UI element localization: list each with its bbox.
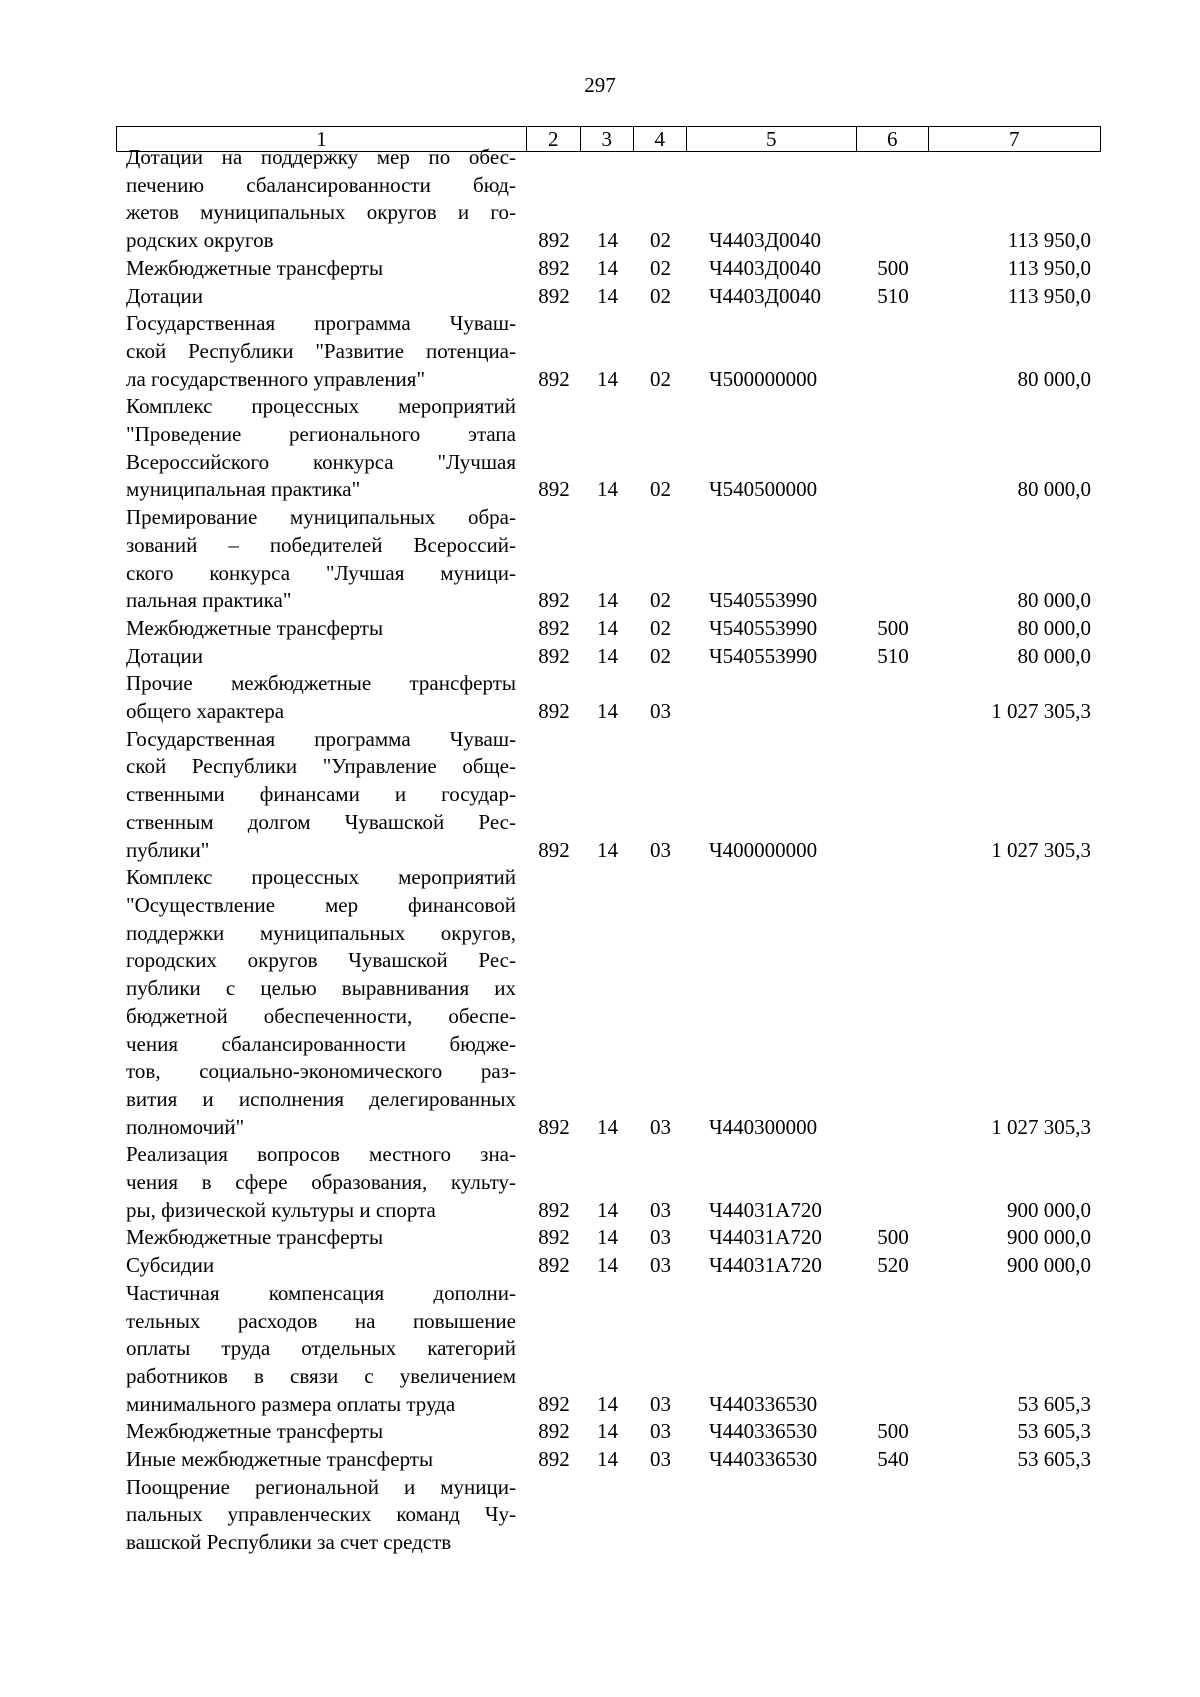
header-col-6: 6 <box>856 126 930 152</box>
amount-cell: 1 027 305,3 <box>991 1114 1091 1139</box>
item-name-line: Комплекс процессных мероприятий <box>126 394 516 419</box>
subsection-cell: 02 <box>650 477 671 502</box>
section-cell: 14 <box>597 588 618 613</box>
item-name-line: "Осуществление мер финансовой <box>126 892 516 917</box>
item-name-cell <box>116 504 527 615</box>
section-cell: 14 <box>597 1419 618 1444</box>
table-row <box>116 1252 1101 1280</box>
table-row <box>116 726 1101 865</box>
item-name-line: Субсидии <box>126 1253 215 1278</box>
table-row <box>116 504 1101 615</box>
table-row <box>116 1474 1101 1557</box>
item-name-cell <box>116 864 527 1141</box>
table-row <box>116 393 1101 504</box>
item-name-line: зований – победителей Всероссий- <box>126 532 516 557</box>
item-name-line: Государственная программа Чуваш- <box>126 726 516 751</box>
subsection-cell: 03 <box>650 1391 671 1416</box>
grbs-cell: 892 <box>538 1253 570 1278</box>
subsection-cell: 03 <box>650 1197 671 1222</box>
item-name-cell <box>116 1418 527 1446</box>
grbs-cell: 892 <box>538 837 570 862</box>
item-name-line: Иные межбюджетные трансферты <box>126 1447 434 1472</box>
table-row <box>116 310 1101 393</box>
item-name-line: чения в сфере образования, культу- <box>126 1170 516 1195</box>
amount-cell: 900 000,0 <box>1007 1197 1091 1222</box>
target-article-cell: Ч400000000 <box>709 837 818 862</box>
item-name-line: тов, социально-экономического раз- <box>126 1059 516 1084</box>
target-article-cell: Ч440300000 <box>709 1114 818 1139</box>
amount-cell: 80 000,0 <box>1017 366 1091 391</box>
grbs-cell: 892 <box>538 615 570 640</box>
item-name-cell <box>116 1252 527 1280</box>
expense-type-cell: 520 <box>877 1253 909 1278</box>
item-name-line: Межбюджетные трансферты <box>126 1419 384 1444</box>
subsection-cell: 02 <box>650 283 671 308</box>
section-cell: 14 <box>597 643 618 668</box>
subsection-cell: 03 <box>650 1225 671 1250</box>
amount-cell: 113 950,0 <box>1007 283 1091 308</box>
expense-type-cell: 500 <box>877 1225 909 1250</box>
target-article-cell: Ч540553990 <box>709 643 818 668</box>
item-name-line: Государственная программа Чуваш- <box>126 311 516 336</box>
target-article-cell: Ч540553990 <box>709 615 818 640</box>
grbs-cell: 892 <box>538 643 570 668</box>
item-name-line: работников в связи с увеличением <box>126 1363 516 1388</box>
expense-type-cell: 510 <box>877 643 909 668</box>
item-name-line: Межбюджетные трансферты <box>126 255 384 280</box>
expense-type-cell: 510 <box>877 283 909 308</box>
grbs-cell: 892 <box>538 477 570 502</box>
item-name-cell <box>116 726 527 865</box>
subsection-cell: 02 <box>650 615 671 640</box>
item-name-line: ственным долгом Чувашской Рес- <box>126 809 516 834</box>
section-cell: 14 <box>597 1114 618 1139</box>
table-row <box>116 670 1101 725</box>
grbs-cell: 892 <box>538 1114 570 1139</box>
item-name-line: тельных расходов на повышение <box>126 1308 516 1333</box>
section-cell: 14 <box>597 699 618 724</box>
item-name-line: поддержки муниципальных округов, <box>126 920 516 945</box>
grbs-cell: 892 <box>538 283 570 308</box>
header-col-5: 5 <box>686 126 858 152</box>
item-name-cell <box>116 144 527 255</box>
amount-cell: 80 000,0 <box>1017 615 1091 640</box>
item-name-line: вашской Республики за счет средств <box>126 1530 452 1555</box>
item-name-line: Дотации <box>126 283 204 308</box>
item-name-line: родских округов <box>126 228 274 253</box>
amount-cell: 113 950,0 <box>1007 255 1091 280</box>
section-cell: 14 <box>597 283 618 308</box>
item-name-line: муниципальная практика" <box>126 477 361 502</box>
item-name-line: ла государственного управления" <box>126 366 426 391</box>
section-cell: 14 <box>597 615 618 640</box>
header-col-4: 4 <box>633 126 688 152</box>
item-name-line: Премирование муниципальных обра- <box>126 505 516 530</box>
subsection-cell: 03 <box>650 1253 671 1278</box>
target-article-cell: Ч440336530 <box>709 1391 818 1416</box>
amount-cell: 113 950,0 <box>1007 228 1091 253</box>
subsection-cell: 03 <box>650 837 671 862</box>
table-row <box>116 1446 1101 1474</box>
subsection-cell: 02 <box>650 255 671 280</box>
item-name-line: Всероссийского конкурса "Лучшая <box>126 449 516 474</box>
item-name-line: публики с целью выравнивания их <box>126 976 516 1001</box>
grbs-cell: 892 <box>538 1391 570 1416</box>
amount-cell: 80 000,0 <box>1017 588 1091 613</box>
item-name-line: Межбюджетные трансферты <box>126 1225 384 1250</box>
item-name-cell <box>116 670 527 725</box>
table-row <box>116 1224 1101 1252</box>
grbs-cell: 892 <box>538 366 570 391</box>
target-article-cell: Ч44031А720 <box>709 1225 822 1250</box>
expense-type-cell: 500 <box>877 255 909 280</box>
target-article-cell: Ч44031А720 <box>709 1253 822 1278</box>
table-row <box>116 864 1101 1141</box>
item-name-line: ственными финансами и государ- <box>126 782 516 807</box>
section-cell: 14 <box>597 1253 618 1278</box>
target-article-cell: Ч44031А720 <box>709 1197 822 1222</box>
section-cell: 14 <box>597 1197 618 1222</box>
subsection-cell: 02 <box>650 588 671 613</box>
item-name-line: Прочие межбюджетные трансферты <box>126 671 516 696</box>
table-row <box>116 615 1101 643</box>
item-name-line: вития и исполнения делегированных <box>126 1086 516 1111</box>
item-name-line: Реализация вопросов местного зна- <box>126 1142 516 1167</box>
target-article-cell: Ч4403Д0040 <box>709 283 821 308</box>
item-name-line: печению сбалансированности бюд- <box>126 172 516 197</box>
grbs-cell: 892 <box>538 1225 570 1250</box>
item-name-line: минимального размера оплаты труда <box>126 1391 456 1416</box>
expense-type-cell: 540 <box>877 1447 909 1472</box>
grbs-cell: 892 <box>538 588 570 613</box>
section-cell: 14 <box>597 1447 618 1472</box>
section-cell: 14 <box>597 255 618 280</box>
grbs-cell: 892 <box>538 699 570 724</box>
header-col-3: 3 <box>580 126 635 152</box>
subsection-cell: 02 <box>650 228 671 253</box>
table-row <box>116 283 1101 311</box>
grbs-cell: 892 <box>538 228 570 253</box>
item-name-line: городских округов Чувашской Рес- <box>126 948 516 973</box>
item-name-cell <box>116 393 527 504</box>
item-name-cell <box>116 283 527 311</box>
item-name-line: Поощрение региональной и муници- <box>126 1474 516 1499</box>
section-cell: 14 <box>597 228 618 253</box>
item-name-cell <box>116 615 527 643</box>
table-row <box>116 1418 1101 1446</box>
subsection-cell: 03 <box>650 1447 671 1472</box>
item-name-line: Дотации на поддержку мер по обес- <box>126 145 516 169</box>
table-body <box>116 144 1101 1557</box>
item-name-line: Дотации <box>126 643 204 668</box>
amount-cell: 1 027 305,3 <box>991 837 1091 862</box>
item-name-cell <box>116 1280 527 1419</box>
table-row <box>116 144 1101 255</box>
amount-cell: 80 000,0 <box>1017 643 1091 668</box>
item-name-line: ской Республики "Развитие потенциа- <box>126 338 516 363</box>
item-name-cell <box>116 1224 527 1252</box>
item-name-line: оплаты труда отдельных категорий <box>126 1336 516 1361</box>
amount-cell: 1 027 305,3 <box>991 699 1091 724</box>
subsection-cell: 03 <box>650 1419 671 1444</box>
section-cell: 14 <box>597 837 618 862</box>
subsection-cell: 02 <box>650 366 671 391</box>
item-name-cell <box>116 255 527 283</box>
item-name-line: ского конкурса "Лучшая муници- <box>126 560 516 585</box>
item-name-line: публики" <box>126 837 210 862</box>
table-row <box>116 643 1101 671</box>
item-name-cell <box>116 1446 527 1474</box>
target-article-cell: Ч4403Д0040 <box>709 228 821 253</box>
target-article-cell: Ч4403Д0040 <box>709 255 821 280</box>
target-article-cell: Ч540500000 <box>709 477 818 502</box>
amount-cell: 900 000,0 <box>1007 1225 1091 1250</box>
amount-cell: 80 000,0 <box>1017 477 1091 502</box>
target-article-cell: Ч440336530 <box>709 1447 818 1472</box>
expense-type-cell: 500 <box>877 615 909 640</box>
header-col-1: 1 <box>116 126 527 152</box>
subsection-cell: 03 <box>650 699 671 724</box>
table-row <box>116 1280 1101 1419</box>
amount-cell: 53 605,3 <box>1017 1391 1091 1416</box>
table-row <box>116 1141 1101 1224</box>
item-name-line: пальных управленческих команд Чу- <box>126 1502 516 1527</box>
item-name-line: бюджетной обеспеченности, обеспе- <box>126 1003 516 1028</box>
item-name-cell <box>116 643 527 671</box>
section-cell: 14 <box>597 1391 618 1416</box>
item-name-line: пальная практика" <box>126 588 292 613</box>
section-cell: 14 <box>597 1225 618 1250</box>
item-name-line: "Проведение регионального этапа <box>126 422 516 447</box>
amount-cell: 900 000,0 <box>1007 1253 1091 1278</box>
table-row <box>116 255 1101 283</box>
subsection-cell: 03 <box>650 1114 671 1139</box>
item-name-line: чения сбалансированности бюдже- <box>126 1031 516 1056</box>
target-article-cell: Ч500000000 <box>709 366 818 391</box>
page-number: 297 <box>584 73 616 97</box>
section-cell: 14 <box>597 477 618 502</box>
item-name-cell <box>116 310 527 393</box>
subsection-cell: 02 <box>650 643 671 668</box>
target-article-cell: Ч540553990 <box>709 588 818 613</box>
item-name-cell <box>116 1474 527 1557</box>
header-col-2: 2 <box>526 126 582 152</box>
grbs-cell: 892 <box>538 1447 570 1472</box>
item-name-line: Межбюджетные трансферты <box>126 615 384 640</box>
item-name-line: Комплекс процессных мероприятий <box>126 865 516 890</box>
item-name-line: Частичная компенсация дополни- <box>126 1280 516 1305</box>
item-name-line: ры, физической культуры и спорта <box>126 1197 436 1222</box>
section-cell: 14 <box>597 366 618 391</box>
item-name-line: общего характера <box>126 699 285 724</box>
amount-cell: 53 605,3 <box>1017 1447 1091 1472</box>
expense-type-cell: 500 <box>877 1419 909 1444</box>
item-name-line: ской Республики "Управление обще- <box>126 754 516 779</box>
grbs-cell: 892 <box>538 255 570 280</box>
target-article-cell: Ч440336530 <box>709 1419 818 1444</box>
grbs-cell: 892 <box>538 1197 570 1222</box>
item-name-line: полномочий" <box>126 1114 245 1139</box>
amount-cell: 53 605,3 <box>1017 1419 1091 1444</box>
item-name-line: жетов муниципальных округов и го- <box>126 200 516 225</box>
grbs-cell: 892 <box>538 1419 570 1444</box>
header-col-7: 7 <box>928 126 1102 152</box>
item-name-cell <box>116 1141 527 1224</box>
